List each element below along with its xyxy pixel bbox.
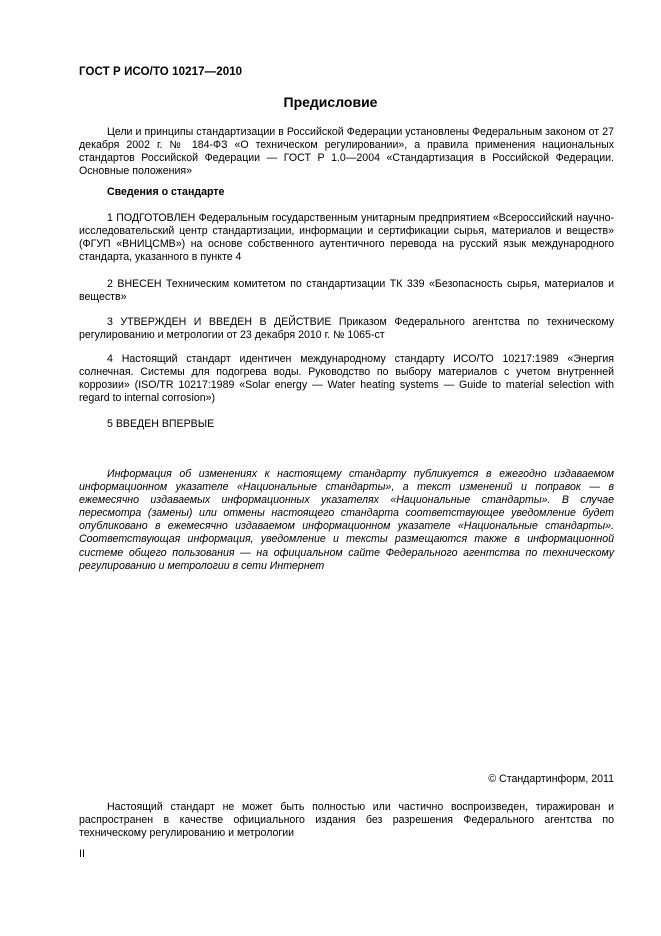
page-title: Предисловие bbox=[283, 94, 378, 110]
document-code: ГОСТ Р ИСО/ТО 10217—2010 bbox=[79, 66, 243, 78]
page-number: II bbox=[79, 848, 85, 860]
item-5: 5 ВВЕДЕН ВПЕРВЫЕ bbox=[107, 418, 215, 430]
item-2: 2 ВНЕСЕН Техническим комитетом по стандартизации ТК 339 «Безопасность сырья, материалов и веществ» bbox=[79, 278, 614, 304]
item-3: 3 УТВЕРЖДЕН И ВВЕДЕН В ДЕЙСТВИЕ Приказом Федерального агентства по техническому регулированию и метрологии от 23 декабря 2010 г. № 1065-ст bbox=[79, 316, 614, 342]
intro-paragraph: Цели и принципы стандартизации в Российской Федерации установлены Федеральным законом от 27 декабря 2002 г. № 184-ФЗ «О техническом регулировании», а правила применения национальных стандартов Российской Федерации — ГОСТ Р 1.0—2004 «Стандартизация в Российской Федерации. Основные положения» bbox=[79, 126, 614, 178]
reproduction-notice: Настоящий стандарт не может быть полностью или частично воспроизведен, тиражирован и распространен в качестве официального издания без разрешения Федерального агентства по техническому регулированию и метрологии bbox=[79, 801, 614, 840]
copyright: © Стандартинформ, 2011 bbox=[488, 773, 614, 785]
item-4: 4 Настоящий стандарт идентичен международному стандарту ИСО/ТО 10217:1989 «Энергия солнечная. Системы для подогрева воды. Руководство по выбору материалов с учетом внутренней коррозии» (ISO/TR 10217:1989 «Solar energy — Water heating systems — Guide to material selection with regard to internal corrosion») bbox=[79, 353, 614, 405]
item-1: 1 ПОДГОТОВЛЕН Федеральным государственным унитарным предприятием «Всероссийский научно-исследовательский центр стандартизации, информации и сертификации сырья, материалов и веществ» (ФГУП «ВНИЦСМВ») на основе собственного аутентичного перевода на русский язык международного стандарта, указанного в пункте 4 bbox=[79, 212, 614, 264]
section-heading: Сведения о стандарте bbox=[107, 186, 225, 198]
changes-notice: Информация об изменениях к настоящему стандарту публикуется в ежегодно издаваемом информационном указателе «Национальные стандарты», а текст изменений и поправок — в ежемесячно издаваемых информационных указателях «Национальные стандарты». В случае пересмотра (замены) или отмены настоящего стандарта соответствующее уведомление будет опубликовано в ежемесячно издаваемом информационном указателе «Национальные стандарты». Соответствующая информация, уведомление и тексты размещаются также в информационной системе общего пользования — на официальном сайте Федерального агентства по техническому регулированию и метрологии в сети Интернет bbox=[79, 468, 614, 572]
